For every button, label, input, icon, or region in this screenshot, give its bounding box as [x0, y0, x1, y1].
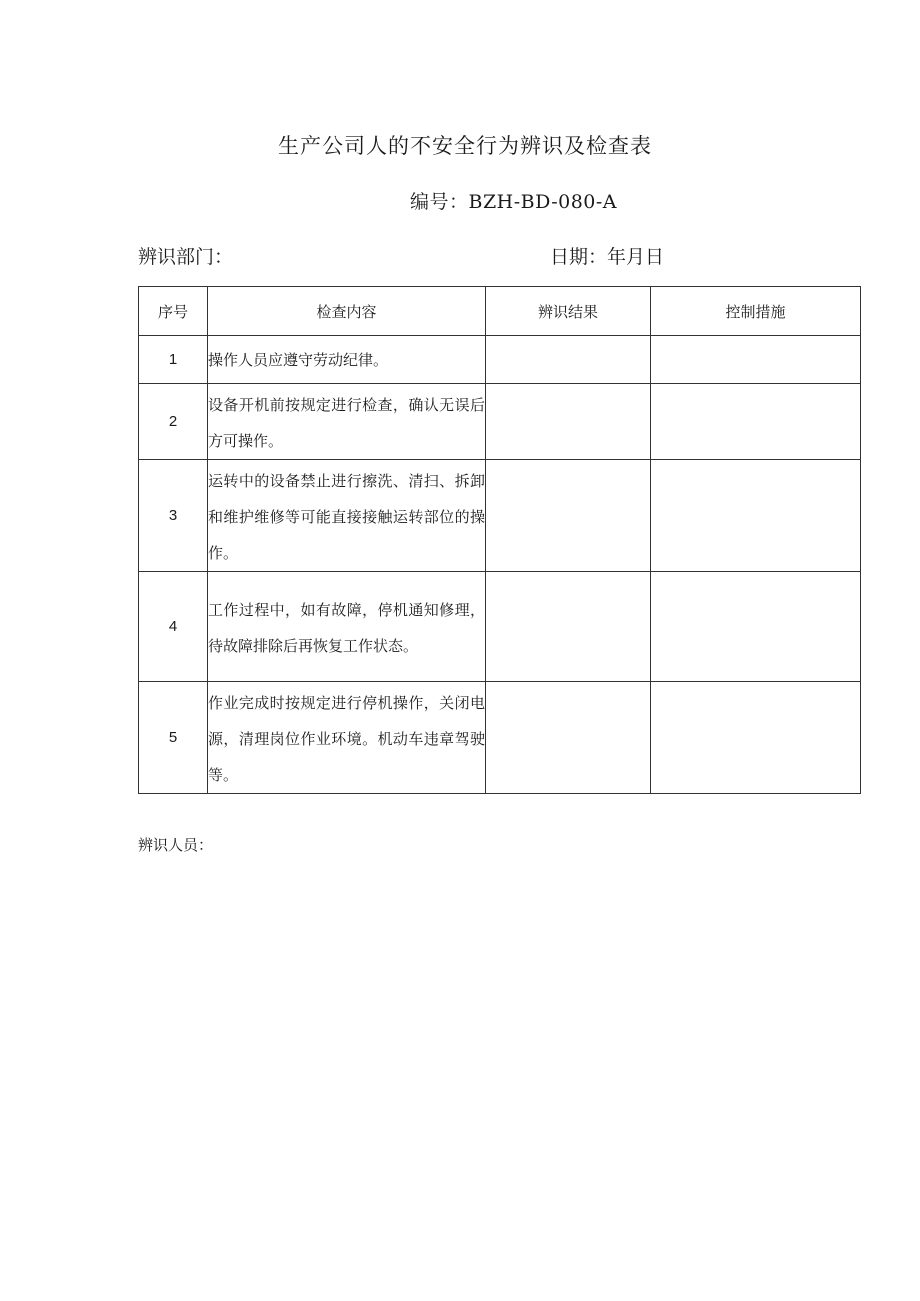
- row-measure-cell[interactable]: [651, 682, 861, 794]
- row-number: 5: [139, 682, 208, 794]
- table-row: [139, 384, 861, 460]
- row-number: 3: [139, 460, 208, 572]
- row-result-cell[interactable]: [486, 572, 651, 682]
- row-result-cell[interactable]: [486, 384, 651, 460]
- inspection-table: [138, 286, 861, 794]
- row-content-text: 运转中的设备禁止进行擦洗、清扫、拆卸和维护维修等可能直接接触运转部位的操作。: [208, 472, 485, 562]
- row-content: [208, 460, 486, 572]
- table-row: [139, 572, 861, 682]
- row-result-cell[interactable]: [486, 460, 651, 572]
- table-row: [139, 682, 861, 794]
- row-content-text: 设备开机前按规定进行检查，确认无误后方可操作。: [208, 396, 485, 450]
- row-measure-cell[interactable]: [651, 336, 861, 384]
- document-title: 生产公司人的不安全行为辨识及检查表: [278, 134, 652, 158]
- row-content-text: 作业完成时按规定进行停机操作，关闭电源，清理岗位作业环境。机动车违章驾驶等。: [208, 694, 485, 784]
- table-header-row: [139, 287, 861, 336]
- row-content-text: 工作过程中，如有故障，停机通知修理，待故障排除后再恢复工作状态。: [208, 601, 485, 655]
- row-content: [208, 384, 486, 460]
- row-number: 1: [139, 336, 208, 384]
- row-content-text: 操作人员应遵守劳动纪律。: [208, 350, 389, 369]
- row-measure-cell[interactable]: [651, 384, 861, 460]
- table-row: [139, 336, 861, 384]
- row-content: [208, 572, 486, 682]
- header-identification-result: 辨识结果: [486, 287, 651, 336]
- row-measure-cell[interactable]: [651, 572, 861, 682]
- row-number: 2: [139, 384, 208, 460]
- date-label: 日期：年月日: [550, 246, 665, 268]
- identifier-label: 辨识人员：: [138, 836, 214, 854]
- header-control-measures: 控制措施: [651, 287, 861, 336]
- department-label: 辨识部门：: [138, 246, 234, 268]
- row-content: [208, 336, 486, 384]
- header-serial-number: 序号: [139, 287, 208, 336]
- table-row: [139, 460, 861, 572]
- row-content: [208, 682, 486, 794]
- row-result-cell[interactable]: [486, 682, 651, 794]
- row-measure-cell[interactable]: [651, 460, 861, 572]
- row-result-cell[interactable]: [486, 336, 651, 384]
- header-check-content: 检查内容: [208, 287, 486, 336]
- document-code: 编号：BZH-BD-080-A: [410, 191, 618, 213]
- row-number: 4: [139, 572, 208, 682]
